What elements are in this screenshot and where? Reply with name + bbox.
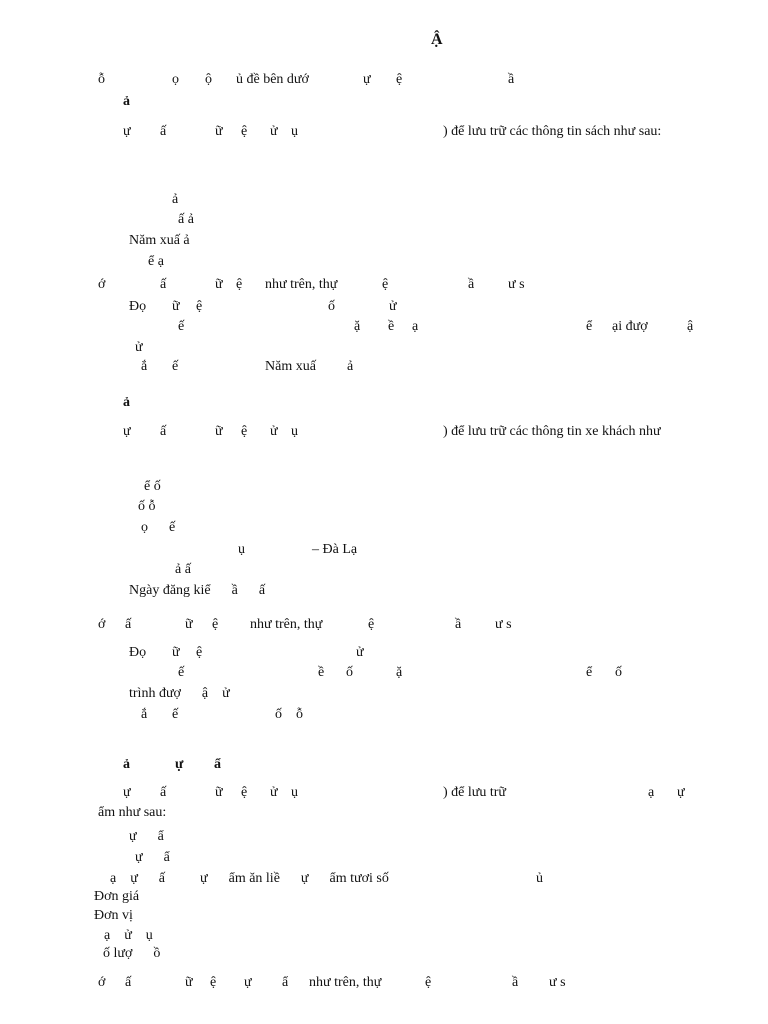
subtask-text: ề (318, 665, 325, 680)
subtask-text: ữ (172, 645, 180, 660)
task-text: ệ (212, 617, 219, 632)
subtask-text: ỗ (296, 707, 303, 722)
subtask-text: ể (586, 319, 593, 334)
task-text: ư s (549, 975, 566, 990)
subtask-text: ắ (141, 707, 148, 722)
subtask-text: ế (178, 319, 185, 334)
subtask-text: Năm xuấ (265, 359, 316, 374)
intro-text-f: ệ (396, 72, 403, 87)
subtask-text: ố (275, 707, 282, 722)
field-line: ủ (536, 871, 543, 886)
requirement-text: ) để lưu trữ (443, 785, 506, 800)
requirement-text: ấ (160, 785, 167, 800)
requirement-text: ấ (160, 424, 167, 439)
subtask-text: ại đượ (612, 319, 648, 334)
intro-text-c: ộ (205, 72, 212, 87)
task-text: ớ (98, 617, 106, 632)
requirement-text: ử (270, 124, 278, 139)
subtask-text: trình đượ ậ ử (129, 686, 230, 701)
field-line: Đơn giá (94, 889, 140, 904)
subtask-text: ử (356, 645, 364, 660)
requirement-text: ự (123, 124, 131, 139)
document-title: Ậ (431, 31, 443, 48)
task-text: ầ (468, 277, 475, 292)
task-text: ư s (495, 617, 512, 632)
subtask-text: ậ (687, 319, 694, 334)
field-line: ả (172, 192, 179, 207)
task-text: ấ (125, 617, 132, 632)
task-text: ấ (125, 975, 132, 990)
requirement-text: ệ (241, 785, 248, 800)
field-line: ấ ả (178, 212, 194, 227)
requirement-text: ự (677, 785, 685, 800)
requirement-text: ) để lưu trữ các thông tin xe khách như (443, 424, 661, 439)
requirement-text: ữ (215, 785, 223, 800)
requirement-text: ẩm như sau: (98, 805, 167, 820)
subtask-text: ế (172, 359, 179, 374)
requirement-text: ệ (241, 424, 248, 439)
task-text: ữ (215, 277, 223, 292)
field-line: Đơn vị (94, 908, 133, 923)
field-line: ố ỗ (138, 499, 156, 514)
requirement-text: ự (123, 424, 131, 439)
section-heading: ả (123, 757, 130, 772)
field-line: – Đà Lạ (312, 542, 358, 557)
requirement-text: ấ (160, 124, 167, 139)
subtask-text: ắ (141, 359, 148, 374)
subtask-text: ặ (354, 319, 361, 334)
task-text: như trên, thự (309, 975, 382, 990)
subtask-text: ặ (396, 665, 403, 680)
requirement-text: ệ (241, 124, 248, 139)
task-text: ệ (210, 975, 217, 990)
requirement-text: ụ (291, 424, 298, 439)
subtask-text: ố (615, 665, 622, 680)
subtask-text: ế (178, 665, 185, 680)
requirement-text: ữ (215, 124, 223, 139)
intro-text-d: ủ đề bên dướ (236, 72, 309, 87)
task-text: ấ (160, 277, 167, 292)
subtask-text: ệ (196, 299, 203, 314)
requirement-text: ự (123, 785, 131, 800)
task-text: ư s (508, 277, 525, 292)
subtask-text: ố (346, 665, 353, 680)
field-line: ố lượ ồ (103, 946, 161, 961)
task-text: ữ (185, 617, 193, 632)
field-line: ể ố (144, 479, 161, 494)
requirement-text: ử (270, 785, 278, 800)
task-text: ầ (455, 617, 462, 632)
field-line: ả ấ (175, 562, 191, 577)
requirement-text: ) để lưu trữ các thông tin sách như sau: (443, 124, 662, 139)
task-text: như trên, thự (265, 277, 338, 292)
task-text: ệ (382, 277, 389, 292)
field-line: Năm xuấ ả (129, 233, 190, 248)
subtask-text: ể (586, 665, 593, 680)
section-heading: ả (123, 395, 130, 410)
subtask-text: ệ (196, 645, 203, 660)
field-line: Ngày đăng kiể ầ ấ (129, 583, 266, 598)
section-heading: ả (123, 94, 130, 109)
intro-text-a: ỗ (98, 72, 105, 87)
field-line: ụ (238, 542, 245, 557)
task-text: ệ (425, 975, 432, 990)
task-text: ớ (98, 277, 106, 292)
field-line: ọ ế (141, 520, 176, 535)
subtask-text: ố (328, 299, 335, 314)
requirement-text: ụ (291, 124, 298, 139)
field-line: ể ạ (148, 254, 164, 269)
task-text: ớ (98, 975, 106, 990)
subtask-text: Đọ (129, 645, 147, 660)
intro-text-e: ự (363, 72, 371, 87)
subtask-text: ử (389, 299, 397, 314)
requirement-text: ữ (215, 424, 223, 439)
subtask-text: Đọ (129, 299, 147, 314)
task-text: ự (244, 975, 252, 990)
task-text: như trên, thự (250, 617, 323, 632)
subtask-text: ử (135, 340, 143, 355)
field-line: ạ ự ấ ự ẩm ăn liề ự ẩm tươi số (110, 871, 389, 886)
section-heading: ự (175, 757, 184, 772)
field-line: ự ẩ (135, 850, 170, 865)
subtask-text: ề (388, 319, 395, 334)
task-text: ẩ (282, 975, 289, 990)
field-line: ạ ử ụ (104, 928, 153, 943)
field-line: ự ẩ (129, 829, 164, 844)
subtask-text: ạ (412, 319, 419, 334)
section-heading: ẩ (214, 757, 221, 772)
subtask-text: ế (172, 707, 179, 722)
task-text: ữ (185, 975, 193, 990)
requirement-text: ụ (291, 785, 298, 800)
subtask-text: ữ (172, 299, 180, 314)
intro-text-g: ầ (508, 72, 515, 87)
subtask-text: ả (347, 359, 354, 374)
requirement-text: ử (270, 424, 278, 439)
requirement-text: ạ (648, 785, 655, 800)
intro-text-b: ọ (172, 72, 179, 87)
task-text: ệ (236, 277, 243, 292)
task-text: ệ (368, 617, 375, 632)
task-text: ầ (512, 975, 519, 990)
